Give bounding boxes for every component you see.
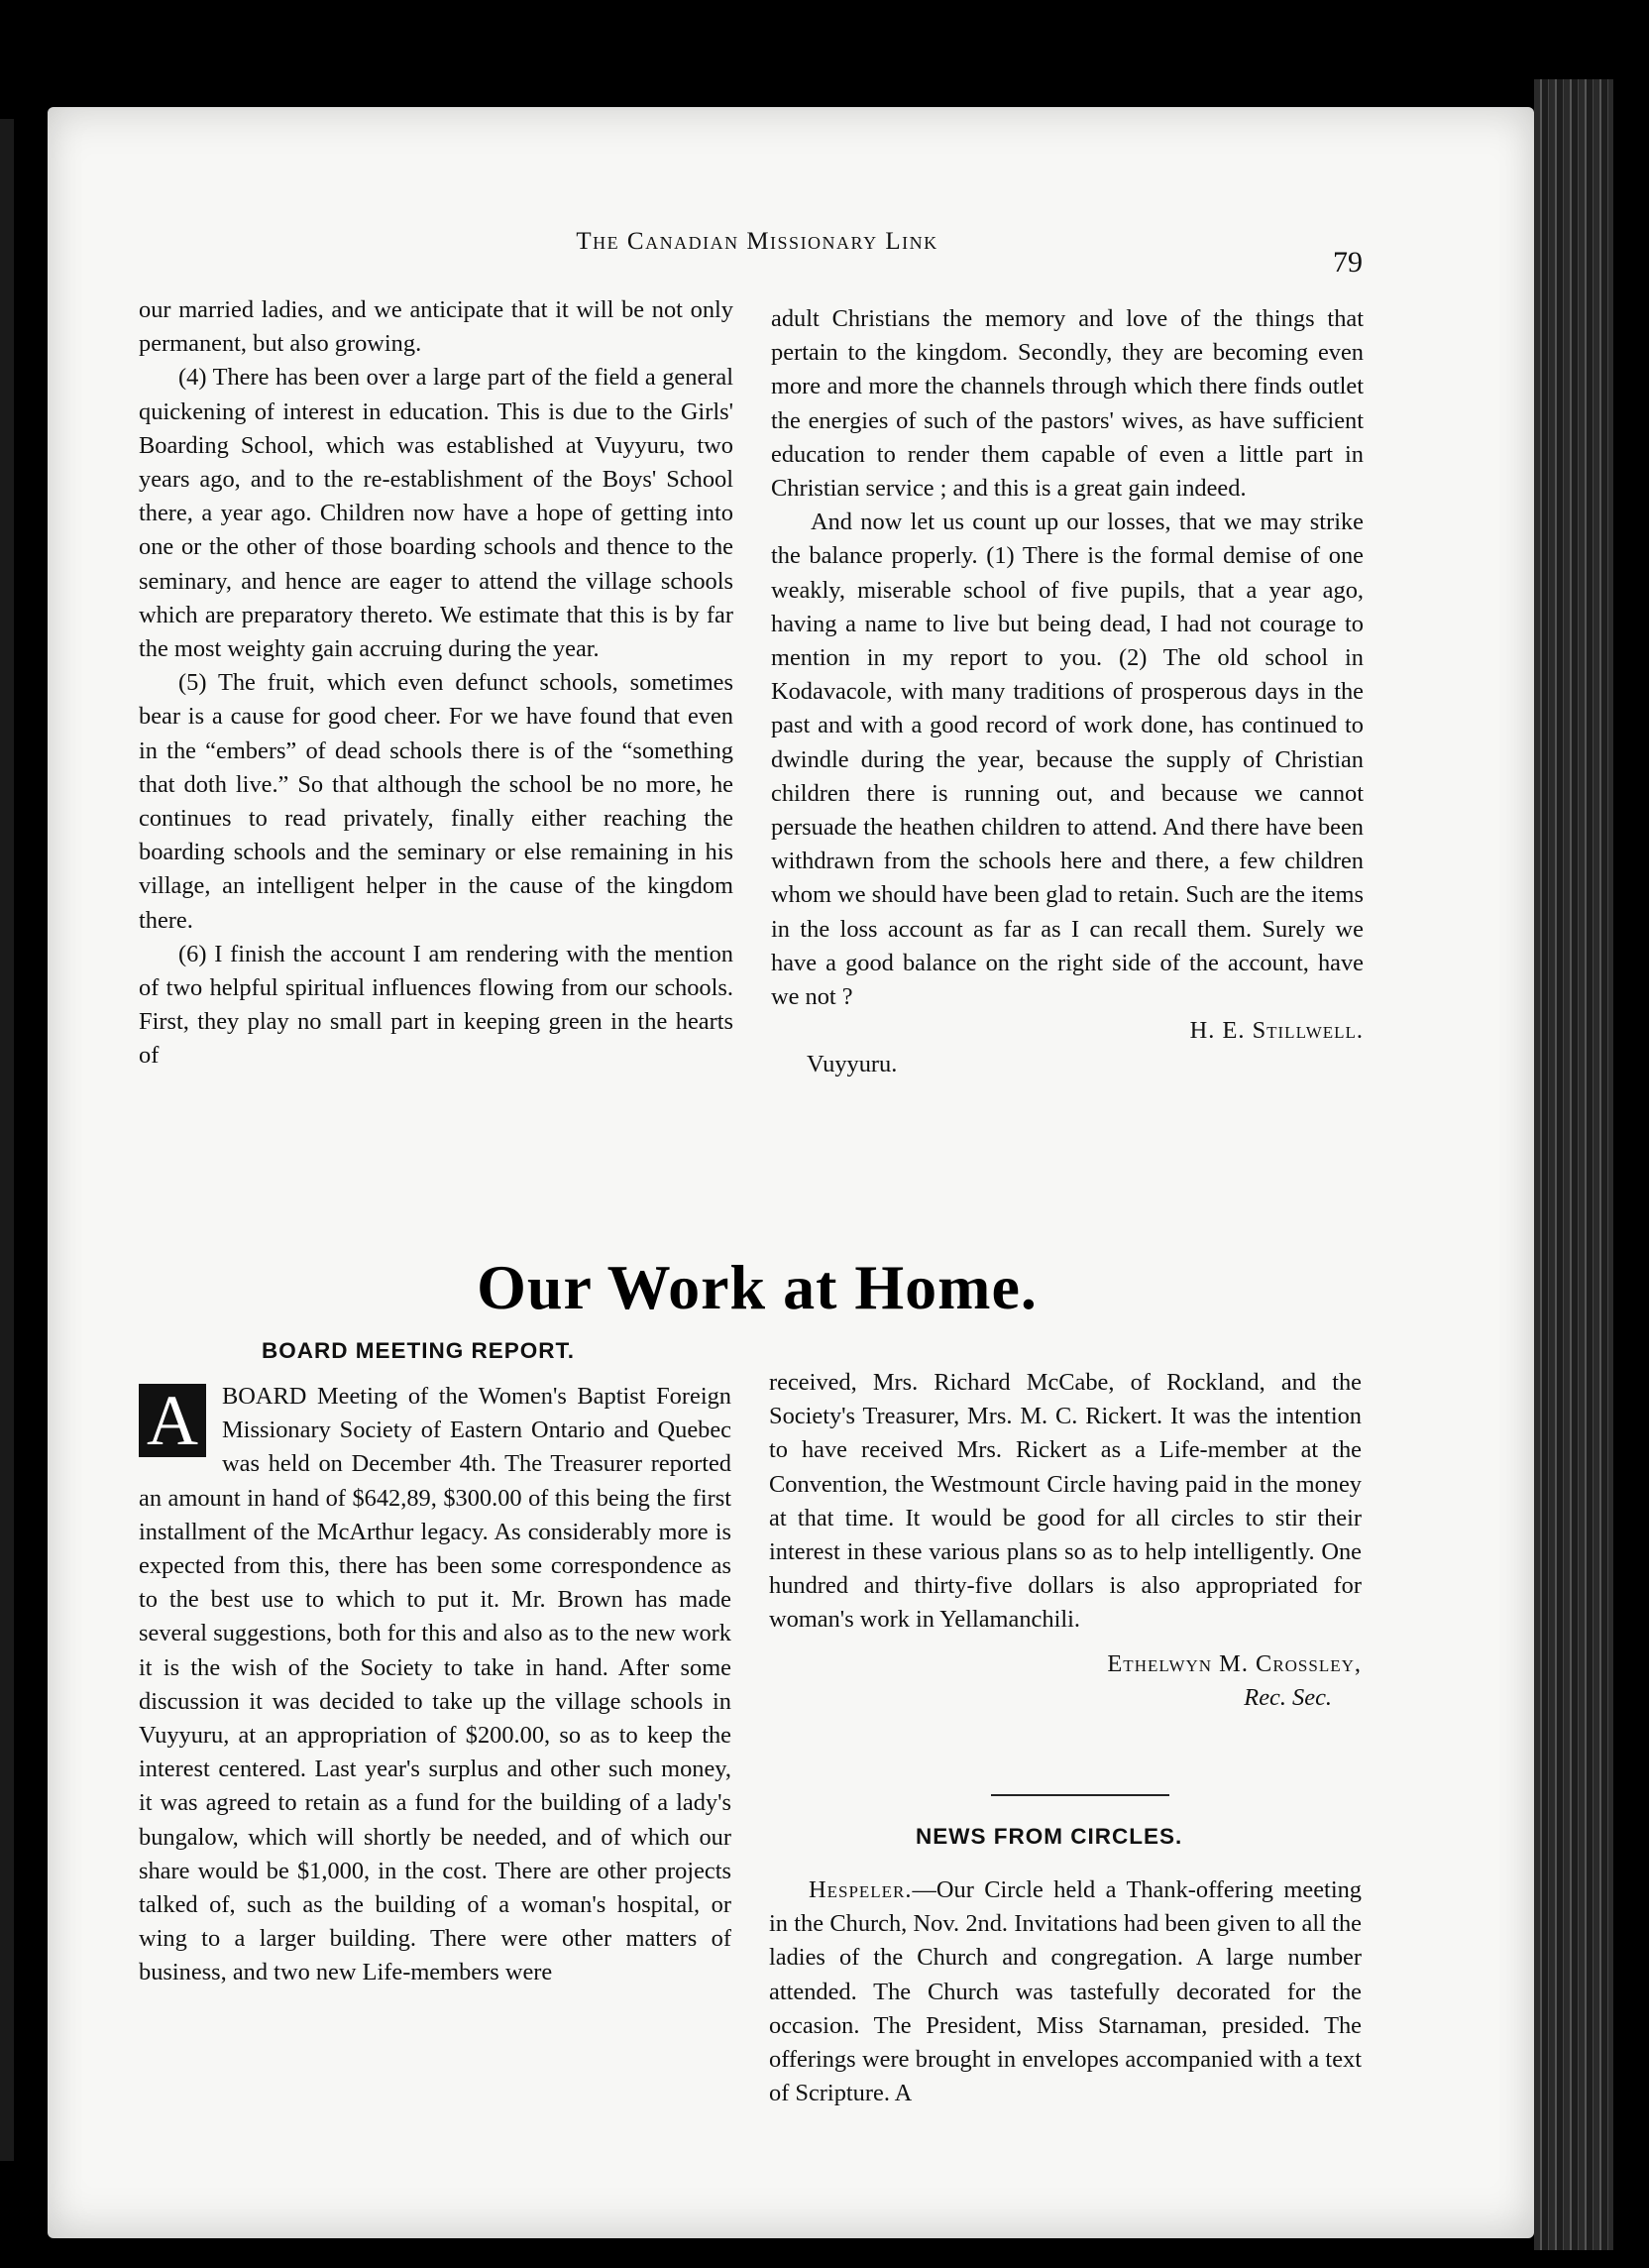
news-place: Hespeler. xyxy=(809,1876,913,1903)
top-right-column xyxy=(771,302,1364,1082)
paragraph: received, Mrs. Richard McCabe, of Rockland, and the Society's Treasurer, Mrs. M. C. Rickert. It was the intention to have received Mrs. Rickert as a Life-member at the Convention, the Westmount Circle having paid in the money at that time. It would be good for all circles to stir their interest in these various plans so as to help intelligently. One hundred and thirty-five dollars is also appropriated for woman's work in Yellamanchili. xyxy=(769,1369,1362,1634)
paragraph: (6) I finish the account I am rendering with the mention of two helpful spiritual influences flowing from our schools. First, they play no small part in keeping green in the hearts of xyxy=(139,940,733,1070)
book-spine xyxy=(1534,79,1613,2250)
binding-edge xyxy=(0,119,14,2161)
drop-cap: A xyxy=(139,1384,206,1457)
news-column xyxy=(769,1873,1362,2110)
section-divider xyxy=(991,1794,1169,1796)
paragraph: (4) There has been over a large part of the field a general quickening of interest in education. This is due to the Girls' Boarding School, which was established at Vuyyuru, two years ago, and to the re-establishment of the Boys' School there, a year ago. Children now have a hope of getting into one or the other of those boarding schools and thence to the seminary, and hence are eager to attend the village schools which are preparatory thereto. We estimate that this is by far the most weighty gain accruing during the year. xyxy=(139,364,733,663)
secretary-title: Rec. Sec. xyxy=(1244,1683,1332,1711)
running-header: The Canadian Missionary Link xyxy=(576,228,938,255)
paragraph: our married ladies, and we anticipate that it will be not only permanent, but also growing. xyxy=(139,296,733,358)
board-report-heading: BOARD MEETING REPORT. xyxy=(262,1338,576,1363)
board-report-right-column xyxy=(769,1366,1362,1715)
paragraph: adult Christians the memory and love of the things that pertain to the kingdom. Secondly, they are becoming even more and more the channels through which there finds outlet the energies of such of the pastors' wives, as have sufficient education to render them capable of even a little part in Christian service ; and this is a great gain indeed. xyxy=(771,305,1364,503)
author-place: Vuyyuru. xyxy=(807,1051,898,1078)
section-title: Our Work at Home. xyxy=(477,1252,1038,1322)
top-left-column xyxy=(139,293,733,1074)
paragraph: And now let us count up our losses, that we may strike the balance properly. (1) There is the formal demise of one weakly, miserable school of five pupils, that a year ago, having a name to live but being dead, I had not courage to mention in my report to you. (2) The old school in Kodavacole, with many traditions of prosperous days in the past and with a good record of work done, has continued to dwindle during the year, because the supply of Christian children there is running out, and because we cannot persuade the heathen children to attend. And there have been withdrawn from the schools here and there, a few children whom we should have been glad to retain. Such are the items in the loss account as far as I can recall them. Surely we have a good balance on the right side of the account, have we not ? xyxy=(771,509,1364,1011)
paragraph: (5) The fruit, which even defunct schools, sometimes bear is a cause for good cheer. For we have found that even in the “embers” of dead schools there is of the “something that doth live.” So that although the school be no more, he continues to read privately, finally either reaching the boarding schools and the seminary or else remaining in his village, an intelligent helper in the cause of the kingdom there. xyxy=(139,669,733,934)
news-heading: NEWS FROM CIRCLES. xyxy=(916,1824,1183,1849)
board-report-left-column xyxy=(139,1380,731,1990)
secretary-signature: Ethelwyn M. Crossley, xyxy=(1107,1649,1362,1677)
author-signature: H. E. Stillwell. xyxy=(1189,1017,1364,1045)
paragraph: —Our Circle held a Thank-offering meeting in the Church, Nov. 2nd. Invitations had been given to all the ladies of the Church and congregation. A large number attended. The Church was tastefully decorated for the occasion. The President, Miss Starnaman, presided. The offerings were brought in envelopes accompanied with a text of Scripture. A xyxy=(769,1876,1362,2107)
page-number: 79 xyxy=(1333,246,1363,279)
paragraph: BOARD Meeting of the Women's Baptist Foreign Missionary Society of Eastern Ontario and Quebec was held on December 4th. The Treasurer reported an amount in hand of $642,89, $300.00 of this being the first installment of the McArthur legacy. As considerably more is expected from this, there has been some correspondence as to the best use to which to put it. Mr. Brown has made several suggestions, both for this and also as to the new work it is the wish of the Society to take in hand. After some discussion it was decided to take up the village schools in Vuyyuru, at an appropriation of $200.00, so as to keep the interest centered. Last year's surplus and other such money, it was agreed to retain as a fund for the building of a lady's bungalow, which will shortly be needed, and of which our share would be $1,000, in the cost. There are other projects talked of, such as the building of a woman's hospital, or wing to a larger building. There were other matters of business, and two new Life-members were xyxy=(139,1383,731,1986)
